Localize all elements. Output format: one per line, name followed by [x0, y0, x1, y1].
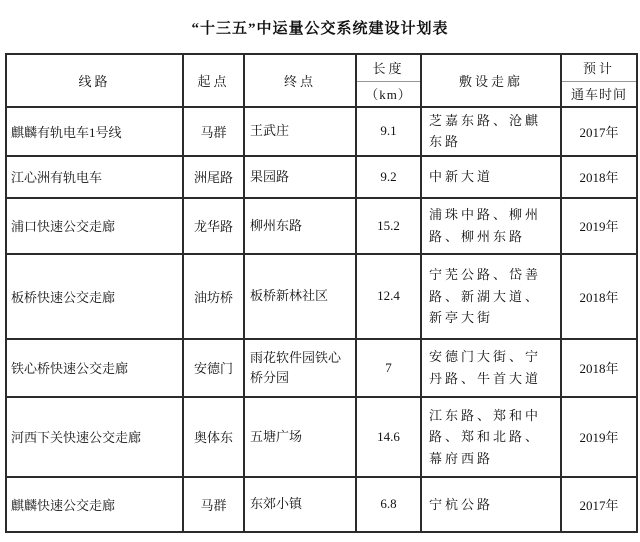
cell-length: 6.8: [356, 477, 421, 532]
cell-corridor: 芝嘉东路、沧麒东路: [421, 107, 561, 156]
cell-open: 2017年: [561, 477, 637, 532]
col-header-open: 预计: [561, 54, 637, 81]
cell-start: 龙华路: [183, 198, 244, 254]
cell-line: 麒麟快速公交走廊: [6, 477, 183, 532]
cell-open: 2019年: [561, 198, 637, 254]
col-header-length-unit: （km）: [356, 81, 421, 107]
cell-start: 油坊桥: [183, 254, 244, 339]
cell-corridor: 江东路、郑和中路、郑和北路、幕府西路: [421, 397, 561, 477]
cell-corridor: 宁杭公路: [421, 477, 561, 532]
cell-start: 奥体东: [183, 397, 244, 477]
col-header-open-time: 通车时间: [561, 81, 637, 107]
cell-corridor: 浦珠中路、柳州路、柳州东路: [421, 198, 561, 254]
col-header-start: 起点: [183, 54, 244, 107]
cell-start: 马群: [183, 107, 244, 156]
cell-end: 板桥新林社区: [244, 254, 356, 339]
cell-length: 7: [356, 339, 421, 397]
cell-open: 2019年: [561, 397, 637, 477]
cell-open: 2018年: [561, 254, 637, 339]
cell-corridor: 中新大道: [421, 156, 561, 198]
cell-length: 12.4: [356, 254, 421, 339]
cell-end: 五塘广场: [244, 397, 356, 477]
table-row: [6, 477, 637, 532]
cell-line: 河西下关快速公交走廊: [6, 397, 183, 477]
table-row: [6, 397, 637, 477]
cell-line: 浦口快速公交走廊: [6, 198, 183, 254]
cell-start: 洲尾路: [183, 156, 244, 198]
cell-length: 15.2: [356, 198, 421, 254]
table-body: [6, 107, 637, 532]
cell-end: 雨花软件园铁心桥分园: [244, 339, 356, 397]
cell-corridor: 安德门大街、宁丹路、牛首大道: [421, 339, 561, 397]
page-title: “十三五”中运量公交系统建设计划表: [191, 21, 449, 37]
cell-end: 柳州东路: [244, 198, 356, 254]
table-row: [6, 107, 637, 156]
col-header-line: 线路: [6, 54, 183, 107]
col-header-corridor: 敷设走廊: [421, 54, 561, 107]
col-header-end: 终点: [244, 54, 356, 107]
cell-line: 江心洲有轨电车: [6, 156, 183, 198]
cell-line: 铁心桥快速公交走廊: [6, 339, 183, 397]
cell-length: 14.6: [356, 397, 421, 477]
transit-plan-table: [5, 53, 638, 533]
col-header-length: 长度: [356, 54, 421, 81]
cell-start: 马群: [183, 477, 244, 532]
cell-start: 安德门: [183, 339, 244, 397]
cell-end: 果园路: [244, 156, 356, 198]
cell-open: 2018年: [561, 156, 637, 198]
cell-line: 板桥快速公交走廊: [6, 254, 183, 339]
cell-corridor: 宁芜公路、岱善路、新湖大道、新亭大街: [421, 254, 561, 339]
cell-length: 9.1: [356, 107, 421, 156]
cell-end: 东郊小镇: [244, 477, 356, 532]
table-row: [6, 198, 637, 254]
cell-open: 2018年: [561, 339, 637, 397]
table-row: [6, 156, 637, 198]
cell-open: 2017年: [561, 107, 637, 156]
cell-end: 王武庄: [244, 107, 356, 156]
table-row: [6, 254, 637, 339]
table-header: [6, 54, 637, 107]
table-row: [6, 339, 637, 397]
header-row-top: [6, 54, 637, 81]
cell-line: 麒麟有轨电车1号线: [6, 107, 183, 156]
cell-length: 9.2: [356, 156, 421, 198]
